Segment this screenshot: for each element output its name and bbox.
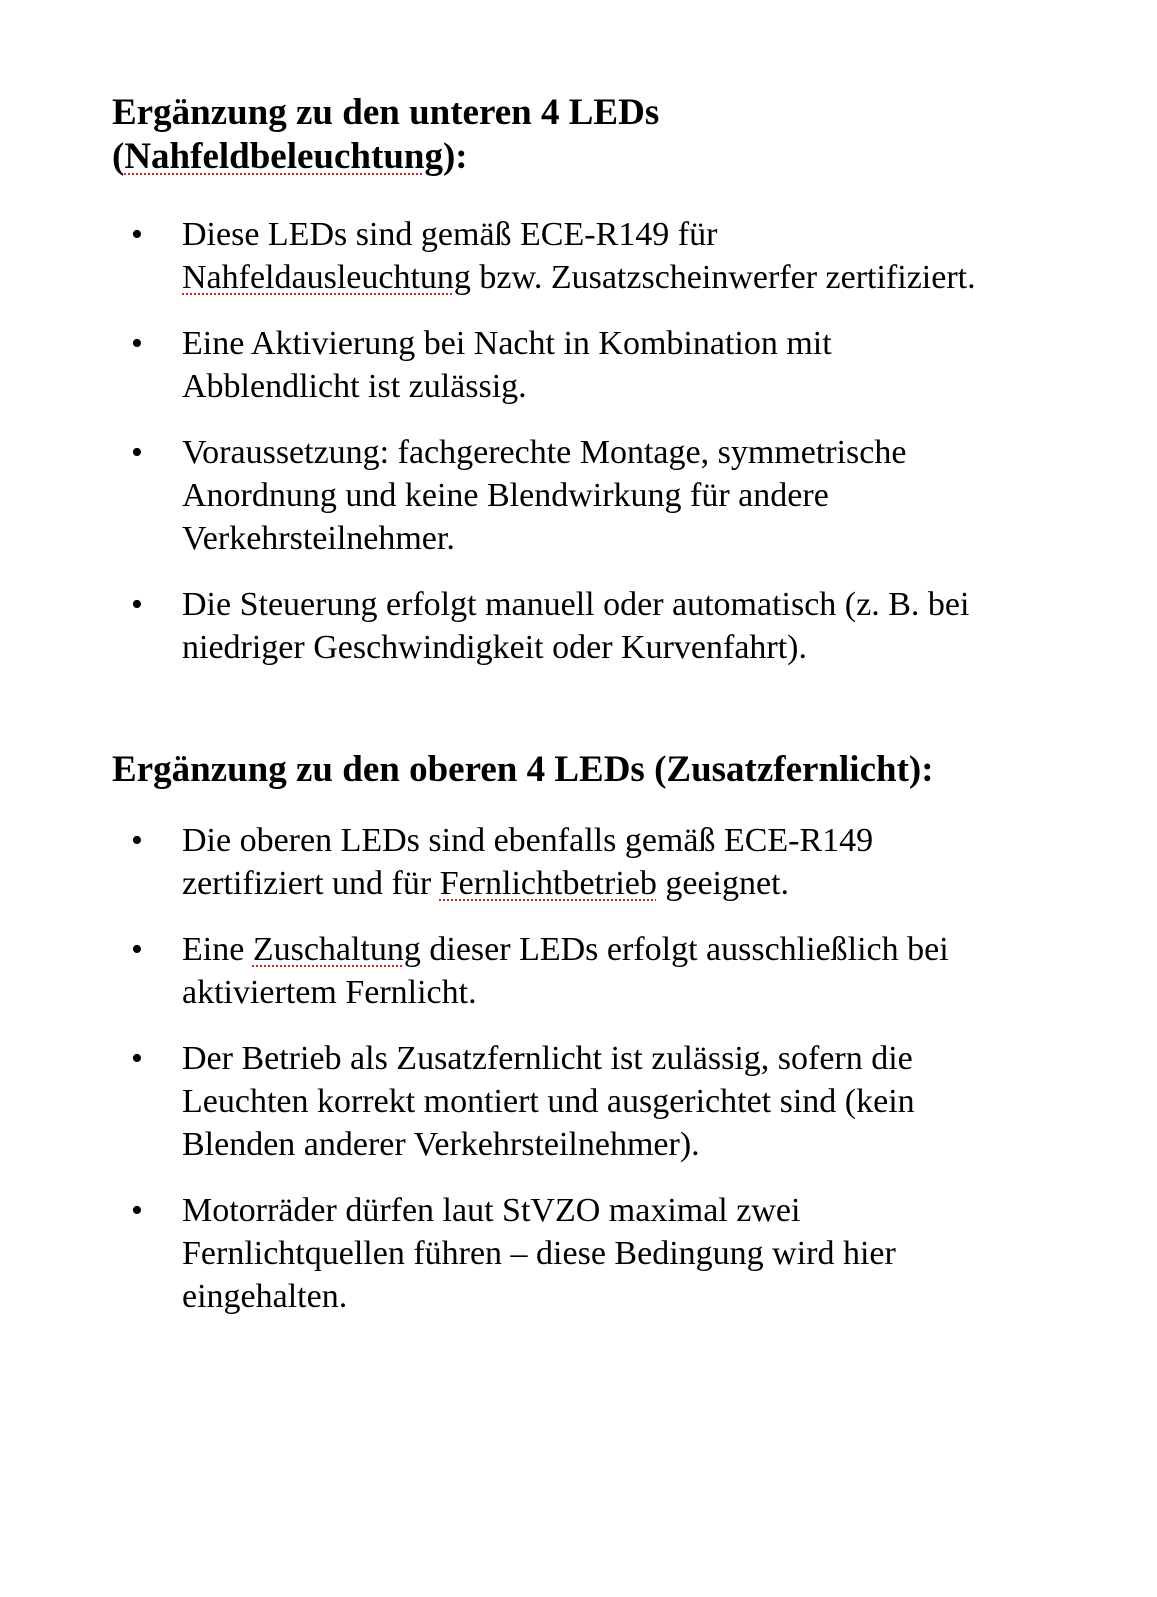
- list-item-text: Die oberen LEDs sind ebenfalls gemäß ECE-R149 zertifiziert und für Fernlichtbetrieb geeignet.: [182, 822, 874, 902]
- bullet-icon: •: [131, 216, 143, 253]
- spellcheck-flagged-word: Nahfeldausleuchtung: [182, 259, 471, 296]
- heading-line: Ergänzung zu den oberen 4 LEDs (Zusatzfernlicht):: [112, 749, 934, 790]
- bullet-icon: •: [131, 822, 143, 859]
- list-item-text: Eine Aktivierung bei Nacht in Kombination mit Abblendlicht ist zulässig.: [182, 325, 832, 405]
- list-item-text: Eine Zuschaltung dieser LEDs erfolgt ausschließlich bei aktiviertem Fernlicht.: [182, 931, 949, 1011]
- list-item-text: Motorräder dürfen laut StVZO maximal zwei Fernlichtquellen führen – diese Bedingung wird hier eingehalten.: [182, 1192, 896, 1315]
- spellcheck-flagged-word: Zuschaltung: [252, 931, 421, 968]
- list-item-text: Diese LEDs sind gemäß ECE-R149 für Nahfeldausleuchtung bzw. Zusatzscheinwerfer zertifiziert.: [182, 216, 976, 296]
- bullet-icon: •: [131, 931, 143, 968]
- section-heading-fernlicht: [112, 748, 934, 792]
- section-heading-nahfeld: [112, 91, 659, 179]
- bullet-icon: •: [131, 1040, 143, 1077]
- bullet-icon: •: [131, 325, 143, 362]
- heading-line: (Nahfeldbeleuchtung):: [112, 136, 468, 177]
- bullet-icon: •: [131, 586, 143, 623]
- list-item-text: Die Steuerung erfolgt manuell oder automatisch (z. B. bei niedriger Geschwindigkeit oder Kurvenfahrt).: [182, 586, 970, 666]
- bullet-icon: •: [131, 434, 143, 471]
- spellcheck-flagged-word: Nahfeldbeleuchtung: [124, 136, 443, 177]
- heading-line: Ergänzung zu den unteren 4 LEDs: [112, 92, 660, 133]
- list-item-text: Der Betrieb als Zusatzfernlicht ist zulässig, sofern die Leuchten korrekt montiert und ausgerichtet sind (kein Blenden anderer Verkehrsteilnehmer).: [182, 1040, 915, 1163]
- list-item-text: Voraussetzung: fachgerechte Montage, symmetrische Anordnung und keine Blendwirkung für andere Verkehrsteilnehmer.: [182, 434, 907, 557]
- bullet-icon: •: [131, 1192, 143, 1229]
- spellcheck-flagged-word: Fernlichtbetrieb: [439, 865, 657, 902]
